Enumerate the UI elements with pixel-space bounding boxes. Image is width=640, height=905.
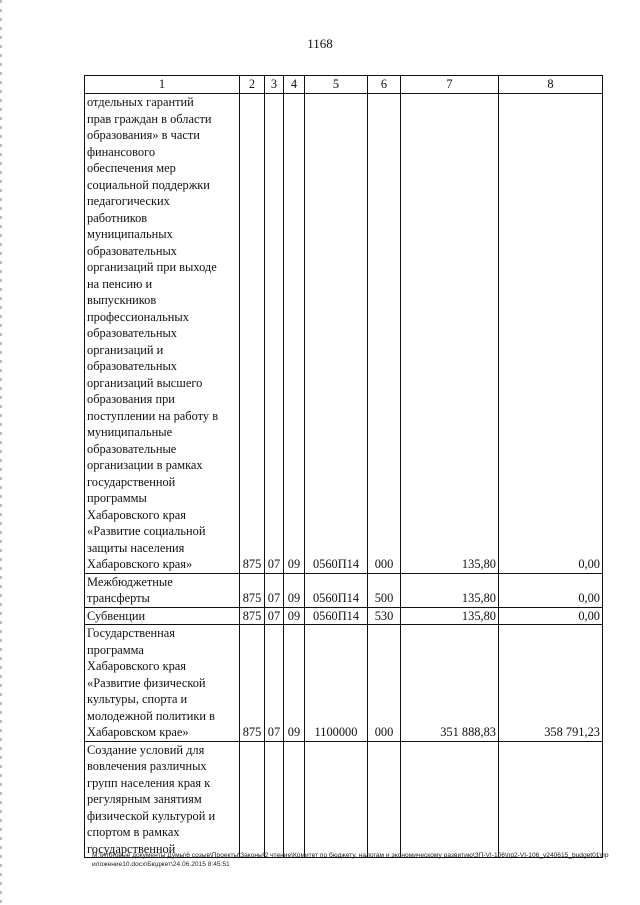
section-cell: 07 [265,607,284,625]
subsection-cell: 09 [284,607,305,625]
admin-code-cell: 875 [240,573,265,607]
admin-code-cell [240,741,265,858]
table-row [85,94,603,574]
amount-col7-cell: 135,80 [401,573,499,607]
amount-col7-cell [401,741,499,858]
scan-edge-mark [0,0,2,905]
table-row [85,625,603,742]
amount-col8-cell: 0,00 [499,607,603,625]
amount-col8-cell [499,741,603,858]
admin-code-cell: 875 [240,607,265,625]
file-path-footer: M:\Итоговые документы Думы\6 созыв\Проекты\Законы\2 чтение\Комитет по бюджету, налогам и экономическому развитию\ЗП-VI-106\пр2-VI-106_v240615_budget01\приложение10.docx\Бюджет\24.06.2015 8:45:51 [92,852,609,868]
amount-col7-cell: 351 888,83 [401,625,499,742]
expense-type-cell: 500 [368,573,401,607]
section-cell: 07 [265,94,284,574]
column-header: 2 [240,76,265,94]
admin-code-cell: 875 [240,94,265,574]
admin-code-cell: 875 [240,625,265,742]
row-name-cell: Создание условий для вовлечения различных групп населения края к регулярным занятиям физической культурой и спортом в рамках государственной [85,741,240,858]
target-article-cell: 0560П14 [305,607,368,625]
expense-type-cell: 000 [368,94,401,574]
page-number: 1168 [307,36,333,51]
subsection-cell [284,741,305,858]
target-article-cell [305,741,368,858]
section-cell [265,741,284,858]
section-cell: 07 [265,625,284,742]
subsection-cell: 09 [284,573,305,607]
expense-type-cell [368,741,401,858]
target-article-cell: 0560П14 [305,94,368,574]
table-header-row [85,76,603,94]
target-article-cell: 0560П14 [305,573,368,607]
column-header: 5 [305,76,368,94]
column-header: 8 [499,76,603,94]
expense-type-cell: 530 [368,607,401,625]
column-header: 3 [265,76,284,94]
column-header: 4 [284,76,305,94]
amount-col8-cell: 0,00 [499,573,603,607]
column-header: 7 [401,76,499,94]
subsection-cell: 09 [284,94,305,574]
table-row [85,607,603,625]
row-name-cell: Субвенции [85,607,240,625]
budget-table [84,75,603,858]
amount-col7-cell: 135,80 [401,607,499,625]
row-name-cell: Межбюджетные трансферты [85,573,240,607]
table-row [85,573,603,607]
column-header: 6 [368,76,401,94]
target-article-cell: 1100000 [305,625,368,742]
amount-col8-cell: 0,00 [499,94,603,574]
row-name-cell: отдельных гарантий прав граждан в области образования» в части финансового обеспечения мер социальной поддержки педагогических работников муниципальных образовательных организаций при выходе на пенсию и выпускников профессиональных образовательных организаций и образовательных организаций высшего образования при поступлении на работу в муниципальные образовательные организации в рамках государственной программы Хабаровского края «Развитие социальной защиты населения Хабаровского края» [85,94,240,574]
amount-col7-cell: 135,80 [401,94,499,574]
column-header: 1 [85,76,240,94]
expense-type-cell: 000 [368,625,401,742]
row-name-cell: Государственная программа Хабаровского края «Развитие физической культуры, спорта и молодежной политики в Хабаровском крае» [85,625,240,742]
section-cell: 07 [265,573,284,607]
subsection-cell: 09 [284,625,305,742]
amount-col8-cell: 358 791,23 [499,625,603,742]
table-row [85,741,603,858]
